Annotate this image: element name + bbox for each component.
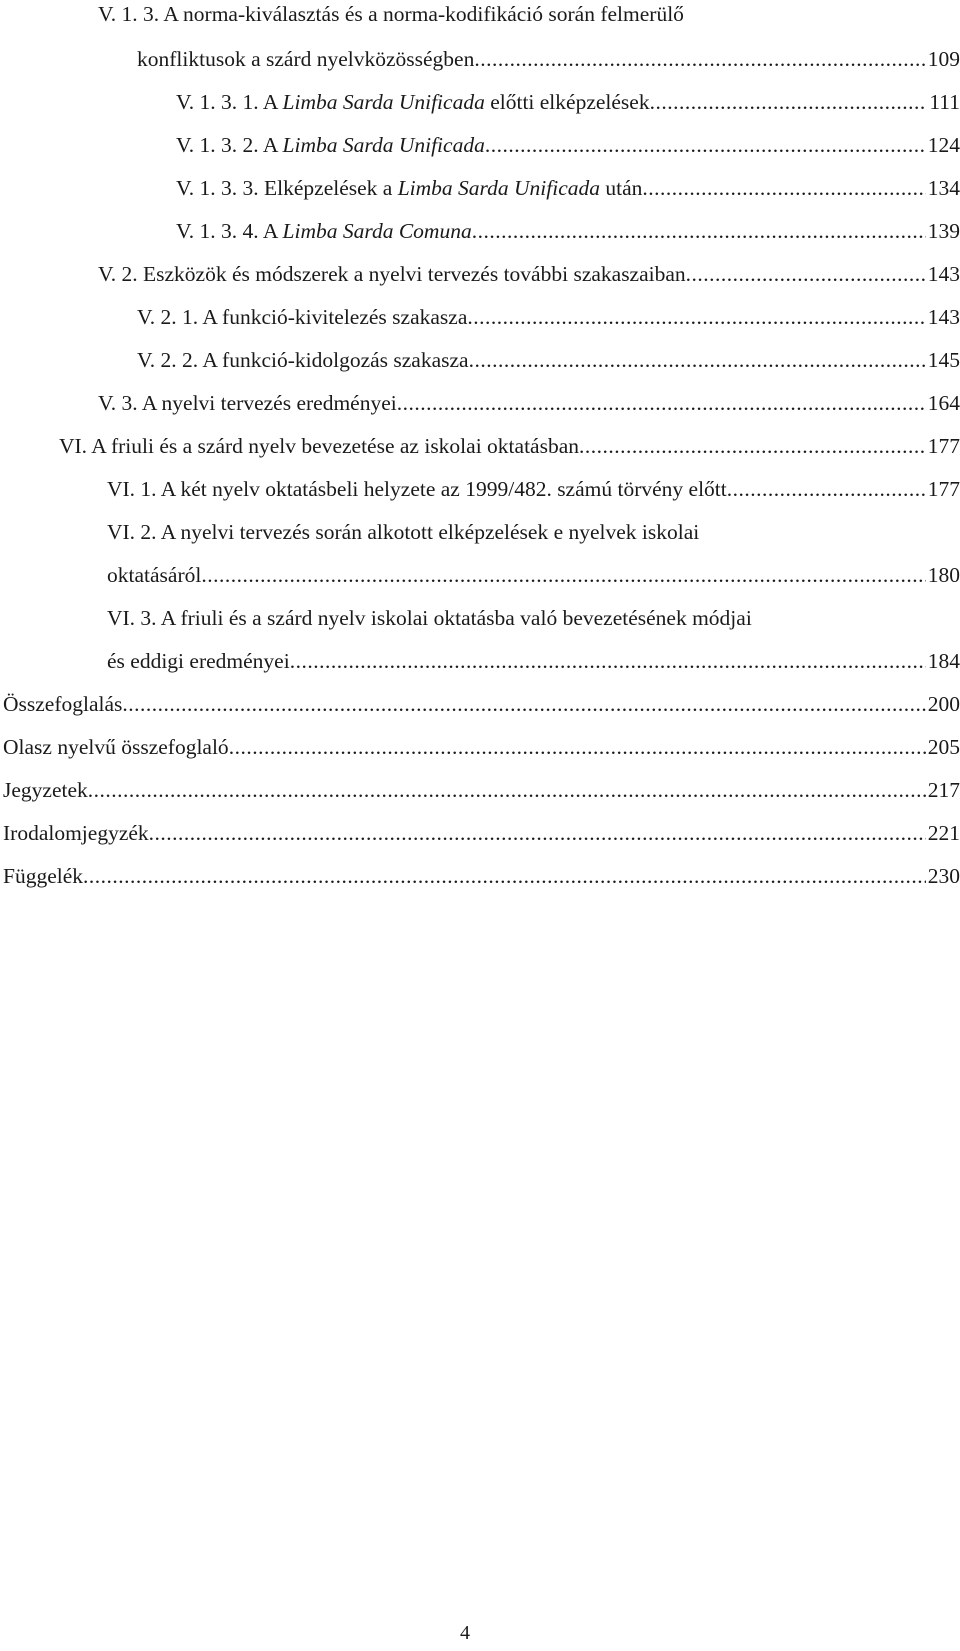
toc-leader-dots bbox=[397, 379, 926, 427]
toc-leader-dots bbox=[201, 551, 925, 599]
toc-entry-v2[interactable] bbox=[98, 250, 960, 298]
toc-entry-title: oktatásáról bbox=[107, 563, 202, 587]
toc-entry-fuggelek[interactable] bbox=[3, 852, 960, 900]
toc-page-number: 145 bbox=[927, 348, 960, 372]
toc-entry-title: Olasz nyelvű összefoglaló bbox=[3, 735, 229, 759]
toc-entry-italic: Limba Sarda Unificada bbox=[397, 176, 600, 200]
toc-entry-italic: Limba Sarda Unificada bbox=[282, 133, 485, 157]
toc-page-number: 200 bbox=[927, 692, 960, 716]
toc-entry-title: V. 1. 3. 3. Elképzelések a Limba Sarda Unificada után bbox=[176, 176, 643, 200]
toc-entry-title: Összefoglalás bbox=[3, 692, 123, 716]
toc-entry-v131[interactable] bbox=[176, 78, 960, 126]
toc-entry-v22[interactable] bbox=[137, 336, 960, 384]
toc-entry-title: V. 2. 1. A funkció-kivitelezés szakasza bbox=[137, 305, 468, 329]
toc-entry-vi2[interactable] bbox=[107, 551, 960, 599]
toc-entry-v133[interactable] bbox=[176, 164, 960, 212]
toc-entry-title: VI. A friuli és a szárd nyelv bevezetése az iskolai oktatásban bbox=[59, 434, 579, 458]
toc-entry-title: VI. 1. A két nyelv oktatásbeli helyzete az 1999/482. számú törvény előtt bbox=[107, 477, 727, 501]
toc-entry-jegyzetek[interactable] bbox=[3, 766, 960, 814]
toc-entry-osszefoglalas[interactable] bbox=[3, 680, 960, 728]
toc-entry-v13-line1 bbox=[98, 0, 960, 38]
toc-entry-title: Irodalomjegyzék bbox=[3, 821, 149, 845]
toc-entry-title: konfliktusok a szárd nyelvközösségben bbox=[137, 47, 475, 71]
toc-page-number: 111 bbox=[929, 90, 960, 114]
toc-entry-olasz[interactable] bbox=[3, 723, 960, 771]
toc-entry-v132[interactable] bbox=[176, 121, 960, 169]
toc-page-number: 139 bbox=[927, 219, 960, 243]
toc-entry-title: V. 1. 3. 2. A Limba Sarda Unificada bbox=[176, 133, 485, 157]
toc-leader-dots bbox=[83, 852, 926, 900]
toc-leader-dots bbox=[579, 422, 926, 470]
toc-entry-v134[interactable] bbox=[176, 207, 960, 255]
toc-page-number: 134 bbox=[927, 176, 960, 200]
toc-leader-dots bbox=[149, 809, 926, 857]
toc-entry-title: Függelék bbox=[3, 864, 84, 888]
toc-entry-italic: Limba Sarda Comuna bbox=[282, 219, 472, 243]
toc-page-number: 164 bbox=[927, 391, 960, 415]
toc-page-number: 177 bbox=[927, 434, 960, 458]
toc-entry-title: VI. 2. A nyelvi tervezés során alkotott elképzelések e nyelvek iskolai bbox=[107, 520, 700, 544]
toc-leader-dots bbox=[485, 121, 926, 169]
toc-page-number: 180 bbox=[927, 563, 960, 587]
toc-entry-title: VI. 3. A friuli és a szárd nyelv iskolai oktatásba való bevezetésének módjai bbox=[107, 606, 752, 630]
toc-leader-dots bbox=[686, 250, 926, 298]
toc-page-number: 143 bbox=[927, 262, 960, 286]
toc-leader-dots bbox=[88, 766, 926, 814]
toc-leader-dots bbox=[727, 465, 926, 513]
toc-page-number: 230 bbox=[927, 864, 960, 888]
toc-entry-vi3-line1 bbox=[107, 594, 960, 642]
toc-entry-title: V. 1. 3. 1. A Limba Sarda Unificada előtti elképzelések bbox=[176, 90, 650, 114]
toc-page-number: 143 bbox=[927, 305, 960, 329]
toc-entry-title: V. 2. Eszközök és módszerek a nyelvi tervezés további szakaszaiban bbox=[98, 262, 686, 286]
toc-page-number: 221 bbox=[927, 821, 960, 845]
toc-entry-title: V. 1. 3. A norma-kiválasztás és a norma-kodifikáció során felmerülő bbox=[98, 2, 684, 26]
toc-page-number: 217 bbox=[927, 778, 960, 802]
toc-leader-dots bbox=[474, 35, 925, 83]
toc-entry-title: Jegyzetek bbox=[3, 778, 88, 802]
toc-leader-dots bbox=[469, 336, 926, 384]
toc-leader-dots bbox=[290, 637, 926, 685]
toc-entry-vi2-line1 bbox=[107, 508, 960, 556]
toc-page-number: 205 bbox=[927, 735, 960, 759]
toc-leader-dots bbox=[229, 723, 926, 771]
toc-page-number: 177 bbox=[927, 477, 960, 501]
toc-entry-v3[interactable] bbox=[98, 379, 960, 427]
toc-leader-dots bbox=[642, 164, 925, 212]
toc-entry-vi1[interactable] bbox=[107, 465, 960, 513]
toc-entry-vi[interactable] bbox=[59, 422, 960, 470]
toc-leader-dots bbox=[122, 680, 925, 728]
toc-page-number: 109 bbox=[927, 47, 960, 71]
toc-page-number: 184 bbox=[927, 649, 960, 673]
toc-entry-v21[interactable] bbox=[137, 293, 960, 341]
toc-leader-dots bbox=[650, 78, 928, 126]
toc-leader-dots bbox=[467, 293, 925, 341]
toc-leader-dots bbox=[472, 207, 926, 255]
page-number: 4 bbox=[460, 1622, 470, 1644]
toc-entry-irodalom[interactable] bbox=[3, 809, 960, 857]
toc-page-number: 124 bbox=[927, 133, 960, 157]
toc-entry-title: V. 2. 2. A funkció-kidolgozás szakasza bbox=[137, 348, 469, 372]
toc-entry-vi3[interactable] bbox=[107, 637, 960, 685]
toc-entry-title: V. 1. 3. 4. A Limba Sarda Comuna bbox=[176, 219, 472, 243]
toc-entry-title: V. 3. A nyelvi tervezés eredményei bbox=[98, 391, 397, 415]
toc-entry-title: és eddigi eredményei bbox=[107, 649, 290, 673]
toc-entry-italic: Limba Sarda Unificada bbox=[282, 90, 485, 114]
toc-entry-v13[interactable] bbox=[137, 35, 960, 83]
